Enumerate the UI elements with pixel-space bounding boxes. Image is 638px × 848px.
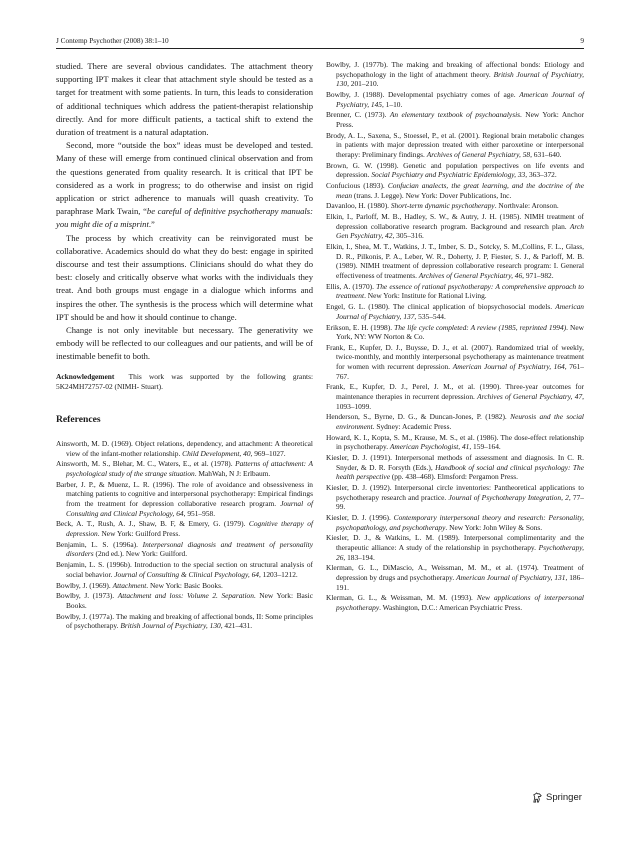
reference-entry: Confucious (1893). Confucian analects, the great learning, and the doctrine of the mean (trans. J. Legge). New York: Dover Publications, Inc.: [326, 181, 584, 200]
reference-entry: Brown, G. W. (1998). Genetic and population perspectives on life events and depression. Social Psychiatry and Psychiatric Epidemiology, 33, 363–372.: [326, 160, 584, 180]
left-column: [56, 60, 313, 632]
springer-horse-icon: [532, 792, 543, 803]
reference-entry: Bowlby, J. (1988). Developmental psychiatry comes of age. American Journal of Psychiatry, 145, 1–10.: [326, 89, 585, 109]
acknowledgement: [56, 372, 313, 392]
reference-entry: Davanloo, H. (1980). Short-term dynamic psychotherapy. Northvale: Aronson.: [326, 201, 559, 211]
body-paragraph: studied. There are several obvious candidates. The attachment theory supporting IPT makes it clear that attachment style should be tested as a target for treatment with some patients. In turn, this leads to consideration of additional techniques which address the patient-therapist relationship directly. And for more difficult patients, a tactical shift to extend the duration of treatment is a natural adaptation.: [56, 61, 313, 138]
reference-entry: Engel, G. L. (1980). The clinical application of biopsychosocial models. American Journal of Psychiatry, 137, 535–544.: [326, 302, 584, 321]
acknowledgement-label: Acknowledgement: [56, 371, 115, 381]
body-paragraph: The process by which creativity can be reinvigorated must be collaborative. Academics should do what they do best: engage in spirited discourse and test their assumptions. Clinicians should do what they do best: closely and critically observe what works with the individuals they treat. And both groups must engage in a dialogue which informs and inspires the other. The synthesis is the process which will determine what IPT should be and how it should continue to change.: [56, 232, 313, 322]
reference-entry: Bowlby, J. (1973). Attachment and loss: Volume 2. Separation. New York: Basic Books.: [56, 591, 313, 610]
reference-list-right: [326, 60, 584, 613]
journal-citation: J Contemp Psychother (2008) 38:1–10: [56, 36, 169, 45]
reference-entry: Henderson, S., Byrne, D. G., & Duncan-Jones, P. (1982). Neurosis and the social environment. Sydney: Academic Press.: [326, 412, 584, 431]
reference-entry: Ainsworth, M. S., Blehar, M. C., Waters, E., et al. (1978). Patterns of attachment: A psychological study of the strange situation. MahWah, N J: Erlbaum.: [56, 459, 313, 479]
reference-entry: Ellis, A. (1970). The essence of rational psychotherapy: A comprehensive approach to treatment. New York: Institute for Rational Living.: [326, 281, 584, 301]
body-paragraph: Second, more “outside the box” ideas must be developed and tested. Many of these will emerge from continued clinical observation and from the questions generated from quality research. It is critical that IPT be considered as a work in progress; to do otherwise and insist on rigid application or strict adherence to manuals will quash creativity. To paraphrase Mark Twain, “be careful of definitive psychotherapy manuals: you might die of a misprint.”: [56, 140, 314, 230]
reference-entry: Howard, K. I., Kopta, S. M., Krause, M. S., et al. (1986). The dose-effect relationship in psychotherapy. American Psychologist, 41, 159–164.: [326, 432, 584, 452]
reference-entry: Beck, A. T., Rush, A. J., Shaw, B. F, & Emery, G. (1979). Cognitive therapy of depression. New York: Guilford Press.: [56, 519, 313, 538]
body-paragraph: Change is not only inevitable but necessary. The generativity we embody will be reflected to our colleagues and our patients, and will be of inestimable benefit to both.: [56, 325, 313, 362]
header-divider: [56, 48, 584, 49]
reference-entry: Brenner, C. (1973). An elementary textbook of psychoanalysis. New York: Anchor Press.: [326, 110, 584, 129]
page-number: 9: [580, 36, 584, 45]
reference-entry: Klerman, G. L., & Weissman, M. M. (1993). New applications of interpersonal psychotherapy. Washington, D.C.: American Psychiatric Press.: [326, 593, 584, 612]
reference-entry: Benjamin, L. S. (1996a). Interpersonal diagnosis and treatment of personality disorders (2nd ed.). New York: Guilford.: [56, 539, 313, 559]
reference-entry: Bowlby, J. (1969). Attachment. New York: Basic Books.: [56, 580, 223, 590]
reference-entry: Kiesler, D. J. (1991). Interpersonal methods of assessment and diagnosis. In C. R. Snyder, & D. R. Forsyth (Eds.), Handbook of social and clinical psychology: The health perspective (pp. 438–468). Elmsford: Pergamon Press.: [326, 453, 584, 482]
reference-entry: Brody, A. L., Saxena, S., Stoessel, P., et al. (2001). Regional brain metabolic changes in patients with major depression treated with either paroxetine or interpersonal therapy: Preliminary findings. Archives of General Psychiatry, 58, 631–640.: [326, 130, 584, 159]
acknowledgement-text: This work was supported by the following grants: 5K24MH72757-02 (NIMH- Stuart).: [56, 371, 313, 391]
publisher-logo: [532, 792, 582, 803]
reference-entry: Ainsworth, M. D. (1969). Object relations, dependency, and attachment: A theoretical view of the infant-mother relationship. Child Development, 40, 969–1027.: [56, 439, 313, 458]
reference-entry: Kiesler, D. J. (1996). Contemporary interpersonal theory and research: Personality, psychopathology, and psychotherapy. New York: John Wiley & Sons.: [326, 513, 584, 532]
references-heading: References: [56, 414, 101, 426]
reference-entry: Kiesler, D. J. (1992). Interpersonal circle inventories: Pantheoretical applications to psychotherapy research and practice. Journal of Psychotherapy Integration, 2, 77–99.: [326, 483, 584, 512]
reference-entry: Frank, E., Kupfer, D. J., Buysse, D. J., et al. (2007). Randomized trial of weekly, twice-monthly, and monthly interpersonal psychotherapy as maintenance treatment for women with recurrent depression. American Journal of Psychiatry, 164, 761–767.: [326, 342, 584, 381]
reference-entry: Benjamin, L. S. (1996b). Introduction to the special section on structural analysis of social behavior. Journal of Consulting & Clinical Psychology, 64, 1203–1212.: [56, 560, 313, 579]
reference-entry: Elkin, I., Parloff, M. B., Hadley, S. W., & Autry, J. H. (1985). NIMH treatment of depression collaborative research program. Background and research plan. Arch Gen Psychiatry, 42, 305–316.: [326, 212, 584, 241]
publisher-name: Springer: [546, 792, 582, 803]
reference-entry: Bowlby, J. (1977a). The making and breaking of affectional bonds, II: Some principles of psychotherapy. British Journal of Psychiatry, 130, 421–431.: [56, 611, 313, 631]
reference-entry: Bowlby, J. (1977b). The making and breaking of affectional bonds: Etiology and psychopathology in the light of attachment theory. British Journal of Psychiatry, 130, 201–210.: [326, 60, 584, 89]
twain-quote: be careful of definitive psychotherapy manuals: you might die of a misprint: [56, 206, 314, 230]
reference-list-left: [56, 439, 313, 631]
right-column: [326, 60, 584, 614]
reference-entry: Kiesler, D. J., & Watkins, L. M. (1989). Interpersonal complimentarity and the therapeutic alliance: A study of the relationship in psychotherapy. Psychotherapy, 26, 183–194.: [326, 533, 584, 562]
reference-entry: Barber, J. P., & Muenz, L. R. (1996). The role of avoidance and obsessiveness in matching patients to cognitive and interpersonal psychotherapy: Empirical findings from the treatment for depression collaborative research program. Journal of Consulting and Clinical Psychology, 64, 951–958.: [56, 479, 313, 518]
reference-entry: Elkin, I., Shea, M. T., Watkins, J. T., Imber, S. D., Sotcky, S. M.,Collins, F. L., Glass, D. R., Pilkonis, P. A., Leber, W. R., Doherty, J. P, Fiester, S. J., & Parloff, M. B. (1989). NIMH treatment of depression collaborative research program: I. General effectiveness of treatments. Archives of General Psychiatry, 46, 971–982.: [326, 242, 584, 280]
reference-entry: Klerman, G. L., DiMascio, A., Weissman, M. M., et al. (1974). Treatment of depression by drugs and psychotherapy. American Journal of Psychiatry, 131, 186–191.: [326, 563, 584, 592]
reference-entry: Frank, E., Kupfer, D. J., Perel, J. M., et al. (1990). Three-year outcomes for maintenance therapies in recurrent depression. Archives of General Psychiatry, 47, 1093–1099.: [326, 382, 585, 411]
reference-entry: Erikson, E. H. (1998). The life cycle completed: A review (1985, reprinted 1994). New York, NY: WW Norton & Co.: [326, 322, 584, 342]
